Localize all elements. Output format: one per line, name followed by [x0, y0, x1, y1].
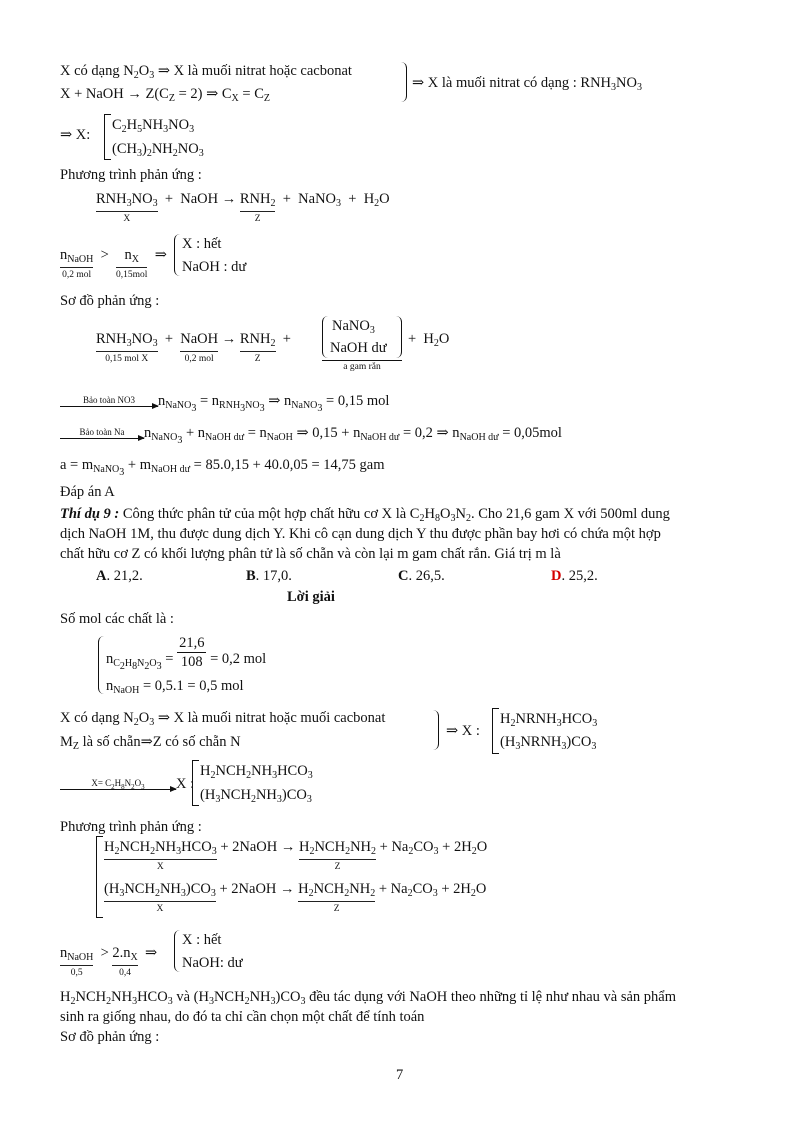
- solid-products-brace: [322, 316, 402, 360]
- option-a: A. 21,2.: [96, 568, 143, 584]
- solution-heading: Lời giải: [287, 589, 335, 605]
- reaction-equation-2a: $H_2NCH_2NH_3HCO_3$ X + 2NaOH → $H_2NCH_2NH_2$ Z + $Na_2CO_3 + 2H_2O$: [104, 839, 488, 872]
- option-c: C. 26,5.: [398, 568, 445, 584]
- a-gam-ran: a gam rắn: [322, 360, 402, 373]
- reaction-equation-2b: $(H_3NCH_2NH_3)CO_3$ X + 2NaOH → $H_2NCH_2NH_2$ Z + $Na_2CO_3 + 2H_2O$: [104, 881, 487, 914]
- x-label-2: ⇒ X :: [446, 723, 480, 739]
- explanation-line-2: sinh ra giống nhau, do đó ta chỉ cần chọn một chất để tính toán: [60, 1009, 425, 1025]
- brace-left-2: [174, 930, 181, 972]
- bracket-reactions: [96, 836, 103, 918]
- heading-reaction-equation: Phương trình phản ứng :: [60, 167, 202, 183]
- reaction-equation-1: $RNH_3NO_3$ X + NaOH → $RNH_2$ Z + NaNO$_3$ + $H_2O$: [96, 191, 390, 224]
- bracket-2: [492, 708, 499, 754]
- h3nch2nh3-co3: $(H_3NCH_2NH_3)CO_3$: [200, 787, 312, 805]
- example-9-line-1: Thí dụ 9 : Công thức phân tử của một hợp chất hữu cơ X là $C_2H_8O_3N_2$. Cho 21,6 gam X với 500ml dung: [60, 506, 670, 524]
- example-9-line-2: dịch NaOH 1M, thu được dung dịch Y. Khi cô cạn dung dịch Y thu được phần bay hơi có chứa một hợp: [60, 526, 661, 542]
- brace-right-2: [432, 710, 439, 750]
- naoh-excess: NaOH : dư: [182, 259, 247, 275]
- conservation-no3: Bảo toàn NO3 $n_{NaNO_3} = n_{RNH_3NO_3}$ ⇒ $n_{NaNO_3} = 0,15$ mol: [60, 392, 800, 410]
- bracket: [104, 114, 111, 160]
- mol-comparison-1: $n_{NaOH}$ 0,2 mol > $n_X$ 0,15mol ⇒: [60, 247, 167, 280]
- formula-ch3-2nh2no3: $(CH_3)_2NH_2NO_3$: [112, 141, 204, 159]
- heading-reaction-equation-2: Phương trình phản ứng :: [60, 819, 202, 835]
- brace-right: [400, 62, 407, 102]
- naoh-du: NaOH dư: [330, 340, 387, 356]
- mol-naoh: $n_{NaOH} = 0,5.1 = 0,5$ mol: [106, 678, 244, 696]
- reaction-scheme-1: $RNH_3NO_3$ 0,15 mol X + NaOH 0,2 mol → $RNH_2$ Z +: [96, 331, 291, 364]
- mol-system-brace: [98, 636, 105, 694]
- x-consumed: X : hết: [182, 236, 222, 252]
- mol-x: $n_{C_2H_8N_2O_3}$ = $\frac{21,6}{108}$ = 0,2 mol: [106, 635, 267, 672]
- answer-line: Đáp án A: [60, 484, 115, 500]
- x-label: ⇒ X:: [60, 127, 91, 143]
- heading-scheme: Sơ đồ phản ứng :: [60, 293, 160, 309]
- formula-c2h5nh3no3: $C_2H_5NH_3NO_3$: [112, 117, 195, 135]
- mass-calculation: $a = m_{NaNO_3} + m_{NaOH dư} = 85.0,15 + 40.0,05 = 14,75$ gam: [60, 457, 385, 478]
- naoh-excess-2: NaOH: dư: [182, 955, 243, 971]
- h3nrnh3-co3: $(H_3NRNH_3)CO_3$: [500, 734, 597, 752]
- nano3: NaNO$_3$: [332, 318, 375, 336]
- option-b: B. 17,0.: [246, 568, 292, 584]
- mol-comparison-2: $n_{NaOH}$ 0,5 > $2.n_X$ 0,4 ⇒: [60, 945, 158, 978]
- conservation-na: Bảo toàn Na $n_{NaNO_3} + n_{NaOH dư} = n_{NaOH}$ ⇒ $0,15 + n_{NaOH dư} = 0,2$ ⇒ $n_{NaOH dư} = 0,05mol$: [60, 424, 800, 442]
- condition-line-1b: X có dạng $N_2O_3$ ⇒ X là muối nitrat hoặc muối cacbonat: [60, 710, 386, 728]
- h2nch2nh3hco3: $H_2NCH_2NH_3HCO_3$: [200, 763, 313, 781]
- option-d: D. 25,2.: [551, 568, 598, 584]
- line-conclusion: ⇒ X là muối nitrat có dạng : $RNH_3NO_3$: [412, 75, 642, 93]
- x-consumed-2: X : hết: [182, 932, 222, 948]
- water-product: + $H_2O$: [408, 331, 450, 349]
- heading-scheme-2: Sơ đồ phản ứng :: [60, 1029, 160, 1045]
- example-9-line-3: chất hữu cơ Z có khối lượng phân tử là số chẵn và còn lại m gam chất rắn. Giá trị m là: [60, 546, 561, 562]
- substitution-line: $X= C_2H_8N_2O_3$ X :: [60, 775, 800, 793]
- condition-line-2b: $M_Z$ là số chẵn⇒Z có số chẵn N: [60, 734, 241, 752]
- page-number: 7: [396, 1067, 404, 1083]
- h2nrnh3hco3: $H_2NRNH_3HCO_3$: [500, 711, 598, 729]
- mol-heading: Số mol các chất là :: [60, 611, 174, 627]
- brace-left: [174, 234, 181, 276]
- line-condition-1: X có dạng $N_2O_3$ ⇒ X là muối nitrat hoặc cacbonat: [60, 63, 352, 81]
- explanation-line-1: $H_2NCH_2NH_3HCO_3$ và $(H_3NCH_2NH_3)CO_3$ đều tác dụng với NaOH theo những tỉ lệ như nhau và sản phẩm: [60, 989, 677, 1007]
- bracket-3: [192, 760, 199, 806]
- line-condition-2: X + NaOH → $Z(C_Z = 2)$ ⇒ $C_X = C_Z$: [60, 86, 270, 104]
